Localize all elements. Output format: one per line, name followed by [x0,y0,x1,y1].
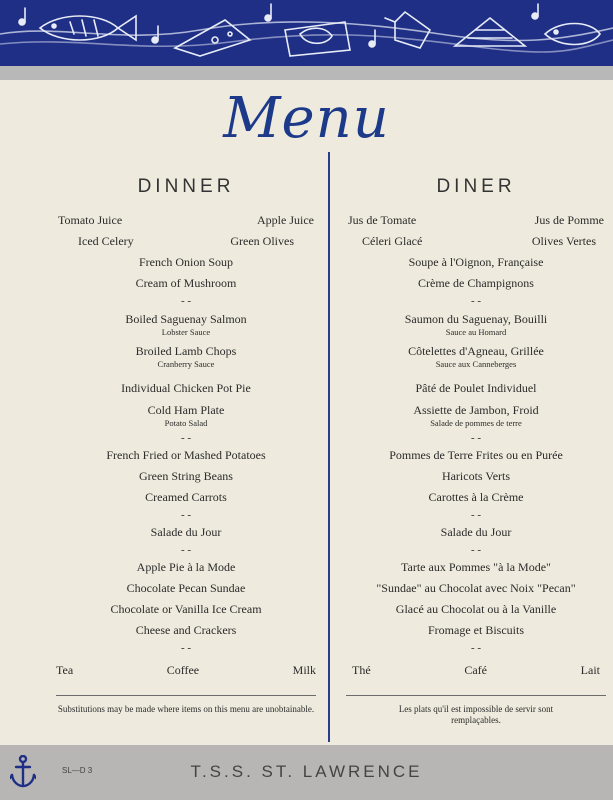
separator: - - [180,642,192,654]
menu-item: Tomato Juice [58,213,123,227]
beverage-row [56,659,316,681]
menu-item: Olives Vertes [531,234,596,248]
menu-item: Iced Celery [78,234,134,248]
menu-item: Pommes de Terre Frites ou en Purée [389,448,563,462]
menu-item: Jus de Tomate [348,213,417,227]
separator: - - [180,509,192,521]
column-divider [328,152,330,742]
menu-item: Coffee [166,663,200,677]
menu-item: Boiled Saguenay Salmon [125,312,247,326]
menu-item: Café [464,663,487,677]
menu-item: Céleri Glacé [362,234,423,248]
separator: - - [470,642,482,654]
menu-item: Côtelettes d'Agneau, Grillée [408,344,544,358]
music-note-icon [19,4,538,47]
menu-item: Jus de Pomme [534,213,604,227]
menu-item: Individual Chicken Pot Pie [121,381,251,395]
menu-item-sauce: Sauce aux Canneberges [435,359,517,369]
appetizer-row [56,210,316,231]
menu-item: Thé [352,663,371,677]
menu-item: Salade du Jour [150,525,222,539]
appetizer-row [56,231,316,252]
menu-item: Carottes à la Crème [428,490,524,504]
menu-code: SL—D 3 [62,766,93,775]
separator: - - [470,544,482,556]
column-heading: DINER [436,176,516,197]
english-column [56,172,316,715]
menu-item: Apple Pie à la Mode [136,560,236,574]
substitution-note: Substitutions may be made where items on this menu are unobtainable. [57,704,315,714]
menu-item: Tea [56,663,74,677]
menu-item: Salade du Jour [440,525,512,539]
appetizer-row [346,210,606,231]
menu-item-sauce: Lobster Sauce [161,327,211,337]
separator: - - [470,432,482,444]
menu-title: Menu [223,86,390,151]
menu-item: Lait [580,663,600,677]
separator: - - [470,509,482,521]
roast-icon [285,22,350,56]
fish-icon [40,16,136,40]
menu-item-side: Potato Salad [164,418,208,428]
menu-item: Pâté de Poulet Individuel [415,381,537,395]
menu-item-sauce: Sauce au Homard [445,327,507,337]
horizontal-rule [56,695,316,696]
menu-item: "Sundae" au Chocolat avec Noix "Pecan" [376,581,576,595]
horizontal-rule [346,695,606,696]
menu-item: Apple Juice [257,213,314,227]
menu-item: French Onion Soup [139,255,233,269]
menu-item: Tarte aux Pommes "à la Mode" [401,560,551,574]
menu-item: Soupe à l'Oignon, Française [408,255,544,269]
menu-item: Saumon du Saguenay, Bouilli [404,312,548,326]
menu-item: Green String Beans [139,469,233,483]
substitution-note: Les plats qu'il est impossible de servir sont remplaçables. [398,704,554,725]
menu-item: Cream of Mushroom [135,276,237,290]
french-column [346,172,606,726]
menu-item: Milk [292,663,316,677]
menu-item: Green Olives [230,234,294,248]
ship-name: T.S.S. ST. LAWRENCE [190,762,423,781]
separator: - - [180,432,192,444]
menu-item: French Fried or Mashed Potatoes [106,448,266,462]
column-heading: DINNER [137,176,235,197]
appetizer-row [346,231,606,252]
separator: - - [180,544,192,556]
menu-item: Cheese and Crackers [135,623,237,637]
menu-item: Fromage et Biscuits [428,623,524,637]
menu-item: Chocolate Pecan Sundae [126,581,246,595]
food-illustration [0,0,613,66]
menu-item: Chocolate or Vanilla Ice Cream [110,602,262,616]
separator: - - [470,295,482,307]
menu-item: Haricots Verts [441,469,511,483]
menu-item: Broiled Lamb Chops [135,344,237,358]
menu-item: Glacé au Chocolat ou à la Vanille [395,602,557,616]
menu-item: Creamed Carrots [145,490,227,504]
menu-item-side: Salade de pommes de terre [430,418,522,428]
fish-icon-2 [545,24,600,45]
menu-item: Crème de Champignons [418,276,534,290]
menu-item: Assiette de Jambon, Froid [413,403,539,417]
separator: - - [180,295,192,307]
grey-band [0,66,613,80]
beverage-row [346,659,606,681]
menu-item: Cold Ham Plate [147,403,225,417]
decorative-banner [0,0,613,66]
menu-item-sauce: Cranberry Sauce [157,359,215,369]
